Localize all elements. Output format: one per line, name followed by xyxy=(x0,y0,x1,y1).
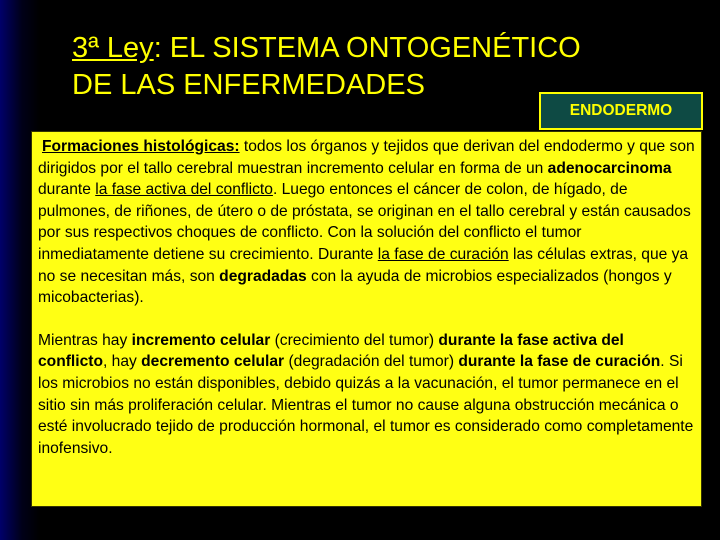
p2-text-5: . Si los microbios no están disponibles, debido quizás a la vacunación, el tumor permanece en el sitio sin más proliferación celular. Mientras el tumor no cause alguna obstrucción mecánica o esté involucrado tejido de producción hormonal, el tumor es considerado como completamente inofensivo. xyxy=(38,353,694,457)
p2-bold-incremento: incremento celular xyxy=(131,331,271,349)
germ-layer-badge: ENDODERMO xyxy=(539,92,703,130)
p1-text-5: con la ayuda de microbios especializados (hongos y micobacterias). xyxy=(38,267,672,307)
p2-text-2: (crecimiento del tumor) xyxy=(270,331,439,349)
histology-heading: Formaciones histológicas: xyxy=(42,138,240,155)
p1-text-1: todos los órganos y tejidos que derivan del endodermo y que son dirigidos por el tallo cerebral muestran incremento celular en forma de un xyxy=(38,138,695,177)
p2-text-1: Mientras hay xyxy=(38,331,132,349)
p2-bold-active-phase: durante la fase activa del conflicto xyxy=(38,331,624,371)
p1-text-3: . Luego entonces el cáncer de colon, de hígado, de pulmones, de riñones, de útero o de próstata, se originan en el tallo cerebral y están causados por sus respectivos choques de conflicto. Con la solución del conflicto el tumor inmediatamente detiene su crecimiento. Durante xyxy=(38,181,691,263)
title-law-number: 3ª Ley xyxy=(72,32,154,64)
content-panel xyxy=(31,131,702,507)
p1-bold-adenocarcinoma: adenocarcinoma xyxy=(547,159,672,177)
title-line2: DE LAS ENFERMEDADES xyxy=(72,69,425,101)
p1-text-2: durante xyxy=(38,181,96,199)
p2-text-3: , hay xyxy=(102,353,142,371)
p2-bold-decremento: decremento celular xyxy=(141,353,285,371)
paragraph-cell-changes xyxy=(38,330,695,460)
p1-underline-healing-phase: la fase de curación xyxy=(377,245,509,263)
p2-bold-healing-phase: durante la fase de curación xyxy=(458,353,661,371)
p1-bold-degradadas: degradadas xyxy=(219,267,307,285)
paragraph-histology xyxy=(38,136,695,309)
p1-text-4: las células extras, que ya no se necesitan más, son xyxy=(38,245,689,285)
p1-underline-active-phase: la fase activa del conflicto xyxy=(95,181,273,199)
p2-text-4: (degradación del tumor) xyxy=(284,353,459,371)
title-line1-rest: : EL SISTEMA ONTOGENÉTICO xyxy=(153,32,581,64)
